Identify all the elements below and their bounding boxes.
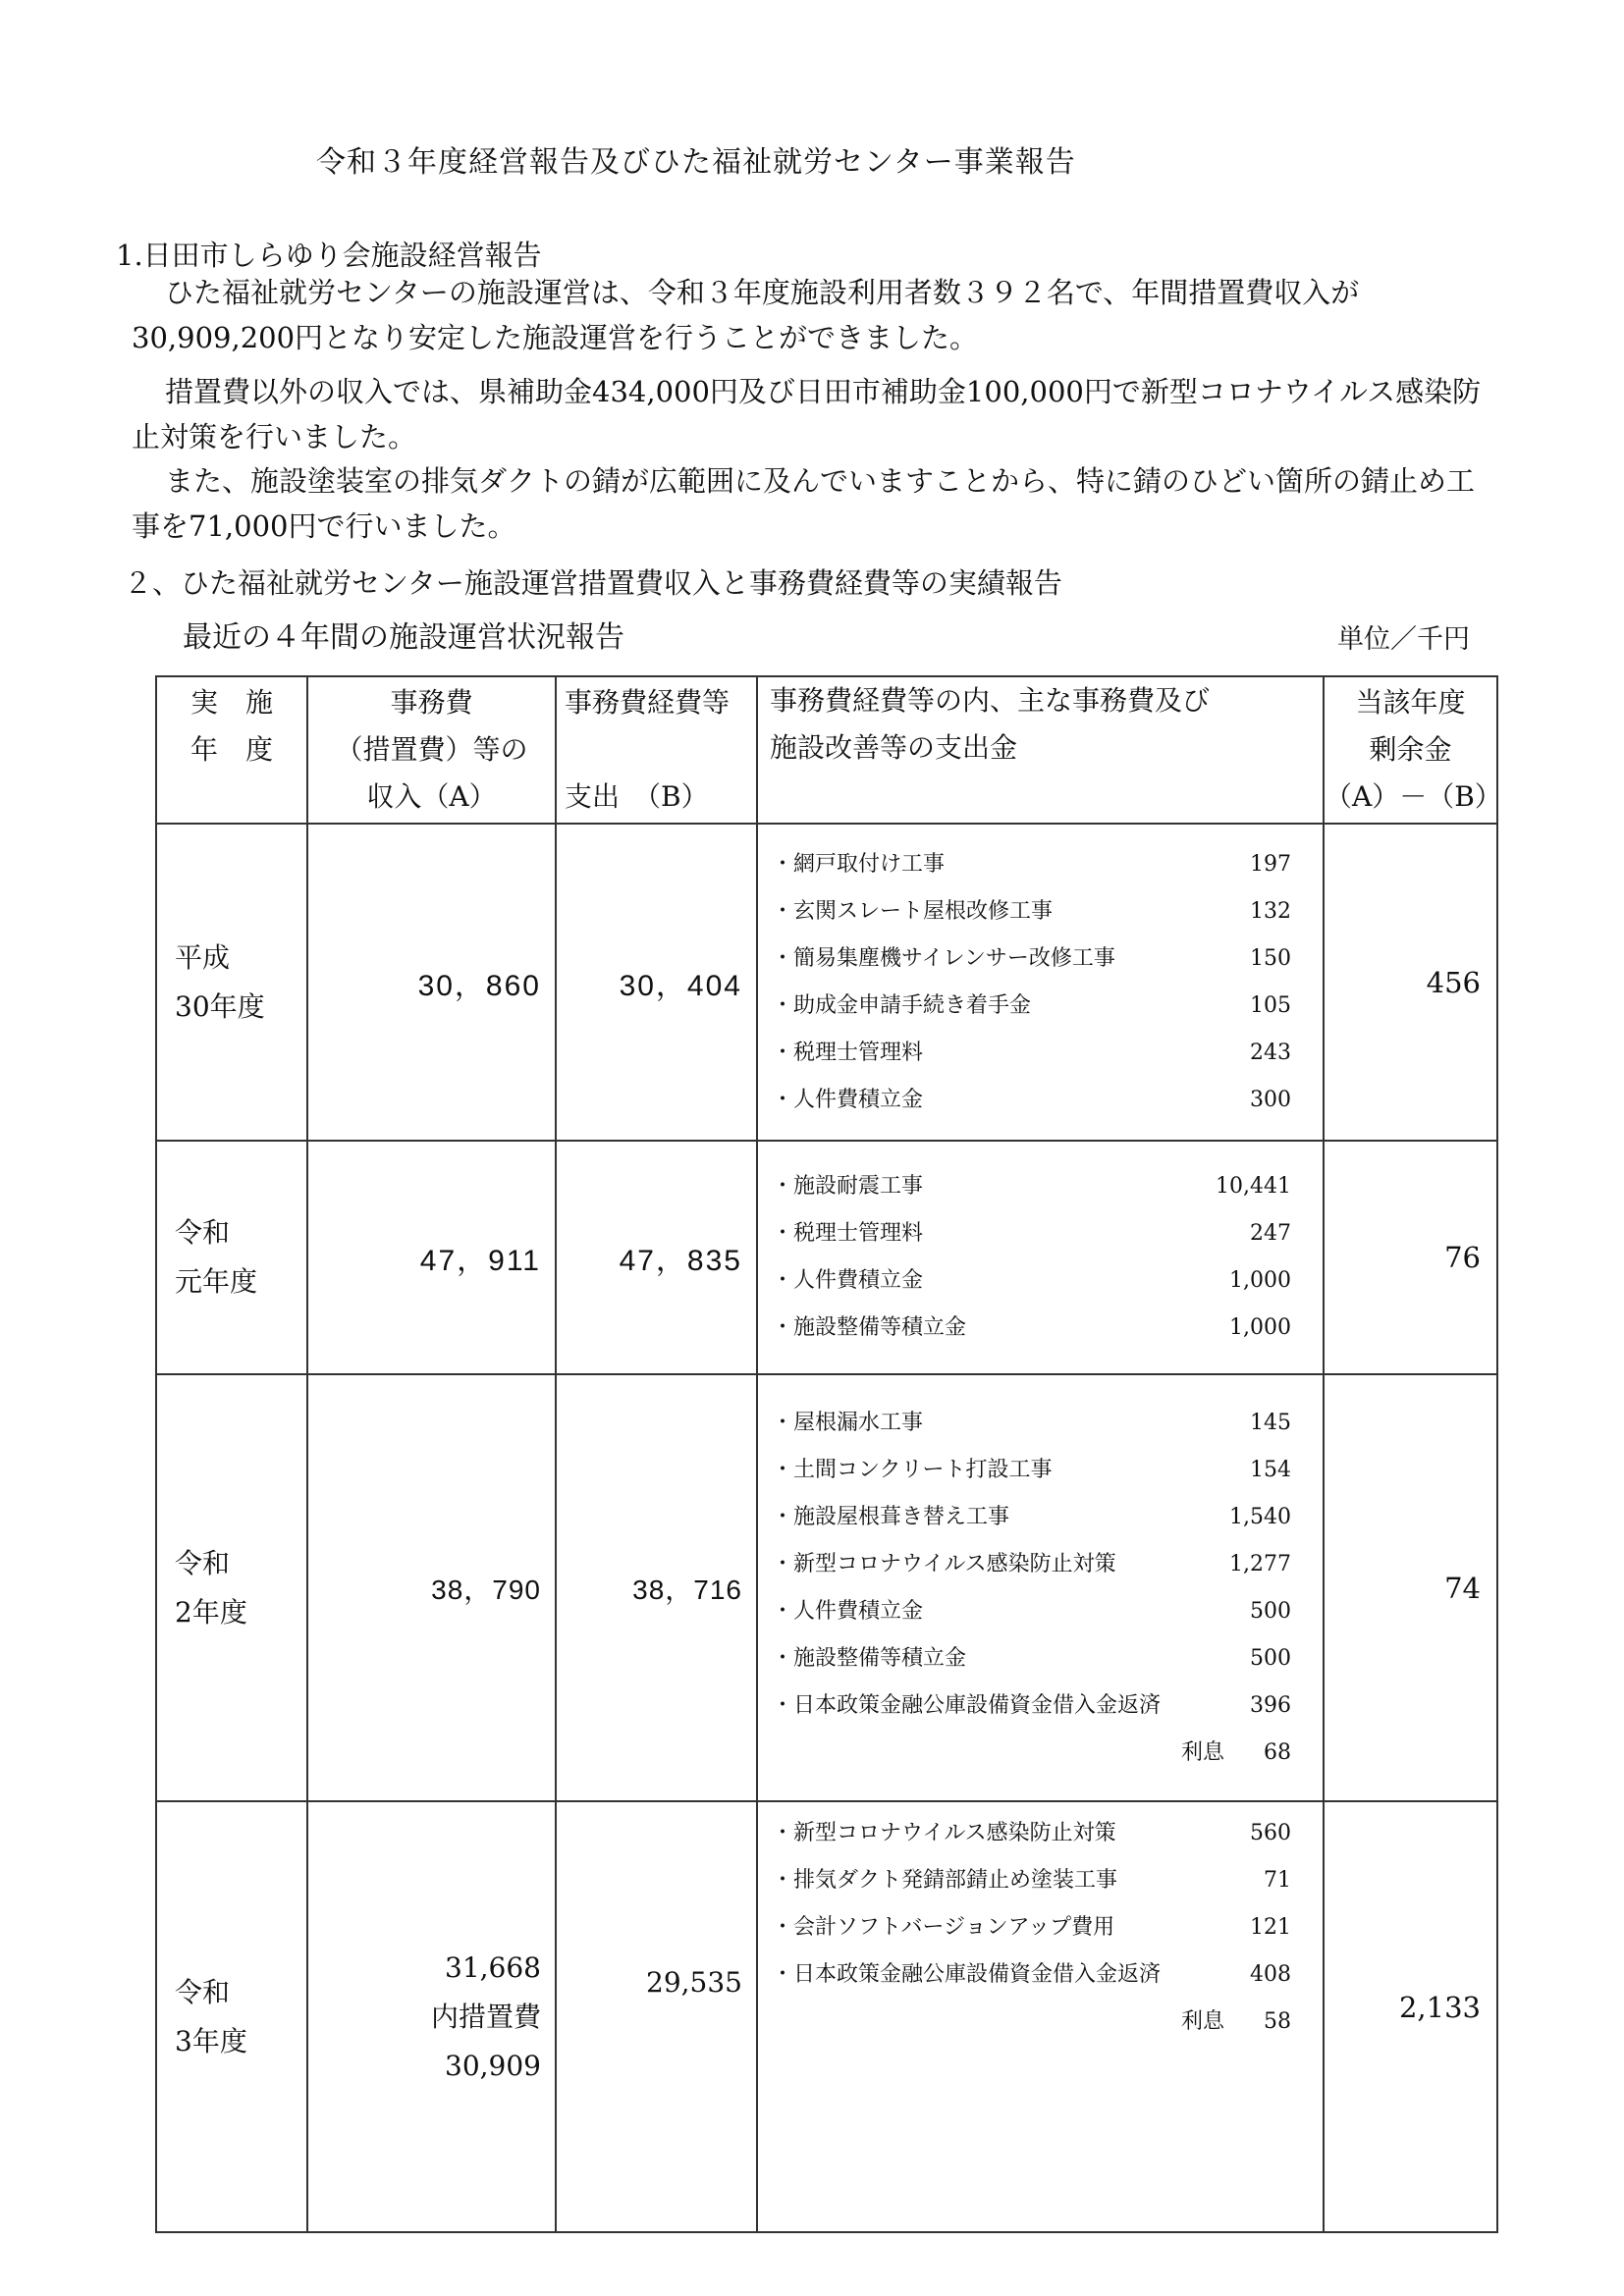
income-line: 31,668 <box>445 1950 541 1984</box>
year-line: 2年度 <box>175 1595 247 1629</box>
operations-report-table <box>155 675 1502 2233</box>
year-line: 3年度 <box>175 2024 247 2057</box>
list-item: ・助成金申請手続き着手金 105 <box>772 992 1291 1018</box>
year-cell <box>156 1801 307 2232</box>
table-row <box>156 824 1497 1141</box>
document-title: 令和３年度経営報告及びひた福祉就労センター事業報告 <box>316 145 1076 180</box>
year-line: 令和 <box>175 1975 231 2008</box>
income-cell: 38，790 <box>307 1374 556 1801</box>
list-item: ・網戸取付け工事 197 <box>772 851 1291 877</box>
header-year-line: 年 度 <box>189 733 273 766</box>
income-line: 30,909 <box>445 2049 541 2082</box>
table-row <box>156 1801 1497 2232</box>
header-details-line: 施設改善等の支出金 <box>770 731 1018 764</box>
table-header-row <box>156 676 1497 824</box>
header-expense-line: 支出 （B） <box>565 780 709 813</box>
list-item: ・税理士管理料 243 <box>772 1040 1291 1065</box>
year-line: 平成 <box>175 940 231 974</box>
list-item: ・会計ソフトバージョンアップ費用 121 <box>772 1915 1291 1940</box>
surplus-cell: 456 <box>1324 824 1497 1141</box>
list-item: ・新型コロナウイルス感染防止対策 1,277 <box>772 1551 1291 1576</box>
list-item: ・施設屋根葺き替え工事 1,540 <box>772 1504 1291 1529</box>
expense-cell: 38，716 <box>556 1374 757 1801</box>
section1-paragraph-3: また、施設塗装室の排気ダクトの錆が広範囲に及んでいますことから、特に錆のひどい箇所の錆止め工事を71,000円で行いました。 <box>132 464 1476 543</box>
section1-heading: 1.日田市しらゆり会施設経営報告 <box>116 239 542 272</box>
table-row <box>156 1141 1497 1374</box>
list-item: ・玄関スレート屋根改修工事 132 <box>772 898 1291 924</box>
header-details-line: 事務費経費等の内、主な事務費及び <box>770 684 1211 717</box>
header-income-line: 事務費 <box>390 686 473 719</box>
expense-cell: 29,535 <box>556 1801 757 2232</box>
year-cell <box>156 1141 307 1374</box>
section2-heading: ２、ひた福祉就労センター施設運営措置費収入と事務費経費等の実績報告 <box>124 566 1062 600</box>
list-item: ・日本政策金融公庫設備資金借入金返済 396 <box>772 1692 1291 1718</box>
table-row <box>156 1374 1497 1801</box>
income-cell <box>307 1801 556 2232</box>
section1-paragraph-2: 措置費以外の収入では、県補助金434,000円及び日田市補助金100,000円で新型コロナウイルス感染防止対策を行いました。 <box>132 375 1482 454</box>
header-expense-line: 事務費経費等 <box>565 686 731 719</box>
surplus-cell: 76 <box>1324 1141 1497 1374</box>
surplus-cell: 74 <box>1324 1374 1497 1801</box>
header-surplus-line: （A）－（B） <box>1325 780 1502 813</box>
year-line: 元年度 <box>175 1265 258 1298</box>
list-item: ・人件費積立金 500 <box>772 1598 1291 1624</box>
list-item: ・排気ダクト発錆部錆止め塗装工事 71 <box>772 1868 1291 1893</box>
expense-cell: 47，835 <box>556 1141 757 1374</box>
header-details <box>757 676 1324 824</box>
interest-line: 利息 58 <box>1180 2009 1291 2034</box>
surplus-cell: 2,133 <box>1324 1801 1497 2232</box>
list-item: ・施設整備等積立金 1,000 <box>772 1315 1291 1340</box>
year-line: 30年度 <box>175 989 265 1023</box>
year-line: 令和 <box>175 1546 231 1579</box>
header-surplus-line: 当該年度 <box>1355 686 1466 719</box>
header-surplus <box>1324 676 1502 824</box>
header-income-line: 収入（A） <box>366 780 497 813</box>
list-item: ・税理士管理料 247 <box>772 1221 1291 1246</box>
list-item: ・屋根漏水工事 145 <box>772 1410 1291 1435</box>
section1-paragraph-1: ひた福祉就労センターの施設運営は、令和３年度施設利用者数３９２名で、年間措置費収入が30,909,200円となり安定した施設運営を行うことができました。 <box>132 276 1360 354</box>
header-surplus-line: 剰余金 <box>1369 733 1452 766</box>
interest-line: 利息 68 <box>1180 1739 1291 1765</box>
income-cell: 47，911 <box>307 1141 556 1374</box>
unit-label: 単位／千円 <box>1337 624 1470 655</box>
header-expense <box>556 676 757 824</box>
details-cell <box>757 1801 1324 2232</box>
year-cell <box>156 824 307 1141</box>
details-cell <box>757 1374 1324 1801</box>
list-item: ・新型コロナウイルス感染防止対策 560 <box>772 1821 1291 1845</box>
income-cell: 30，860 <box>307 824 556 1141</box>
income-line: 内措置費 <box>430 2000 541 2033</box>
list-item: ・施設整備等積立金 500 <box>772 1645 1291 1671</box>
list-item: ・人件費積立金 1,000 <box>772 1268 1291 1293</box>
header-year-line: 実 施 <box>189 686 273 719</box>
list-item: ・人件費積立金 300 <box>772 1087 1291 1112</box>
list-item: ・日本政策金融公庫設備資金借入金返済 408 <box>772 1962 1291 1987</box>
list-item: ・土間コンクリート打設工事 154 <box>772 1457 1291 1482</box>
header-income-line: （措置費）等の <box>335 733 528 766</box>
expense-cell: 30，404 <box>556 824 757 1141</box>
list-item: ・施設耐震工事 10,441 <box>772 1174 1291 1199</box>
year-line: 令和 <box>175 1216 231 1249</box>
header-year <box>156 676 307 824</box>
table-subtitle: 最近の４年間の施設運営状況報告 <box>183 620 624 655</box>
year-cell <box>156 1374 307 1801</box>
details-cell <box>757 1141 1324 1374</box>
header-income <box>307 676 556 824</box>
list-item: ・簡易集塵機サイレンサー改修工事 150 <box>772 945 1291 971</box>
details-cell <box>757 824 1324 1141</box>
